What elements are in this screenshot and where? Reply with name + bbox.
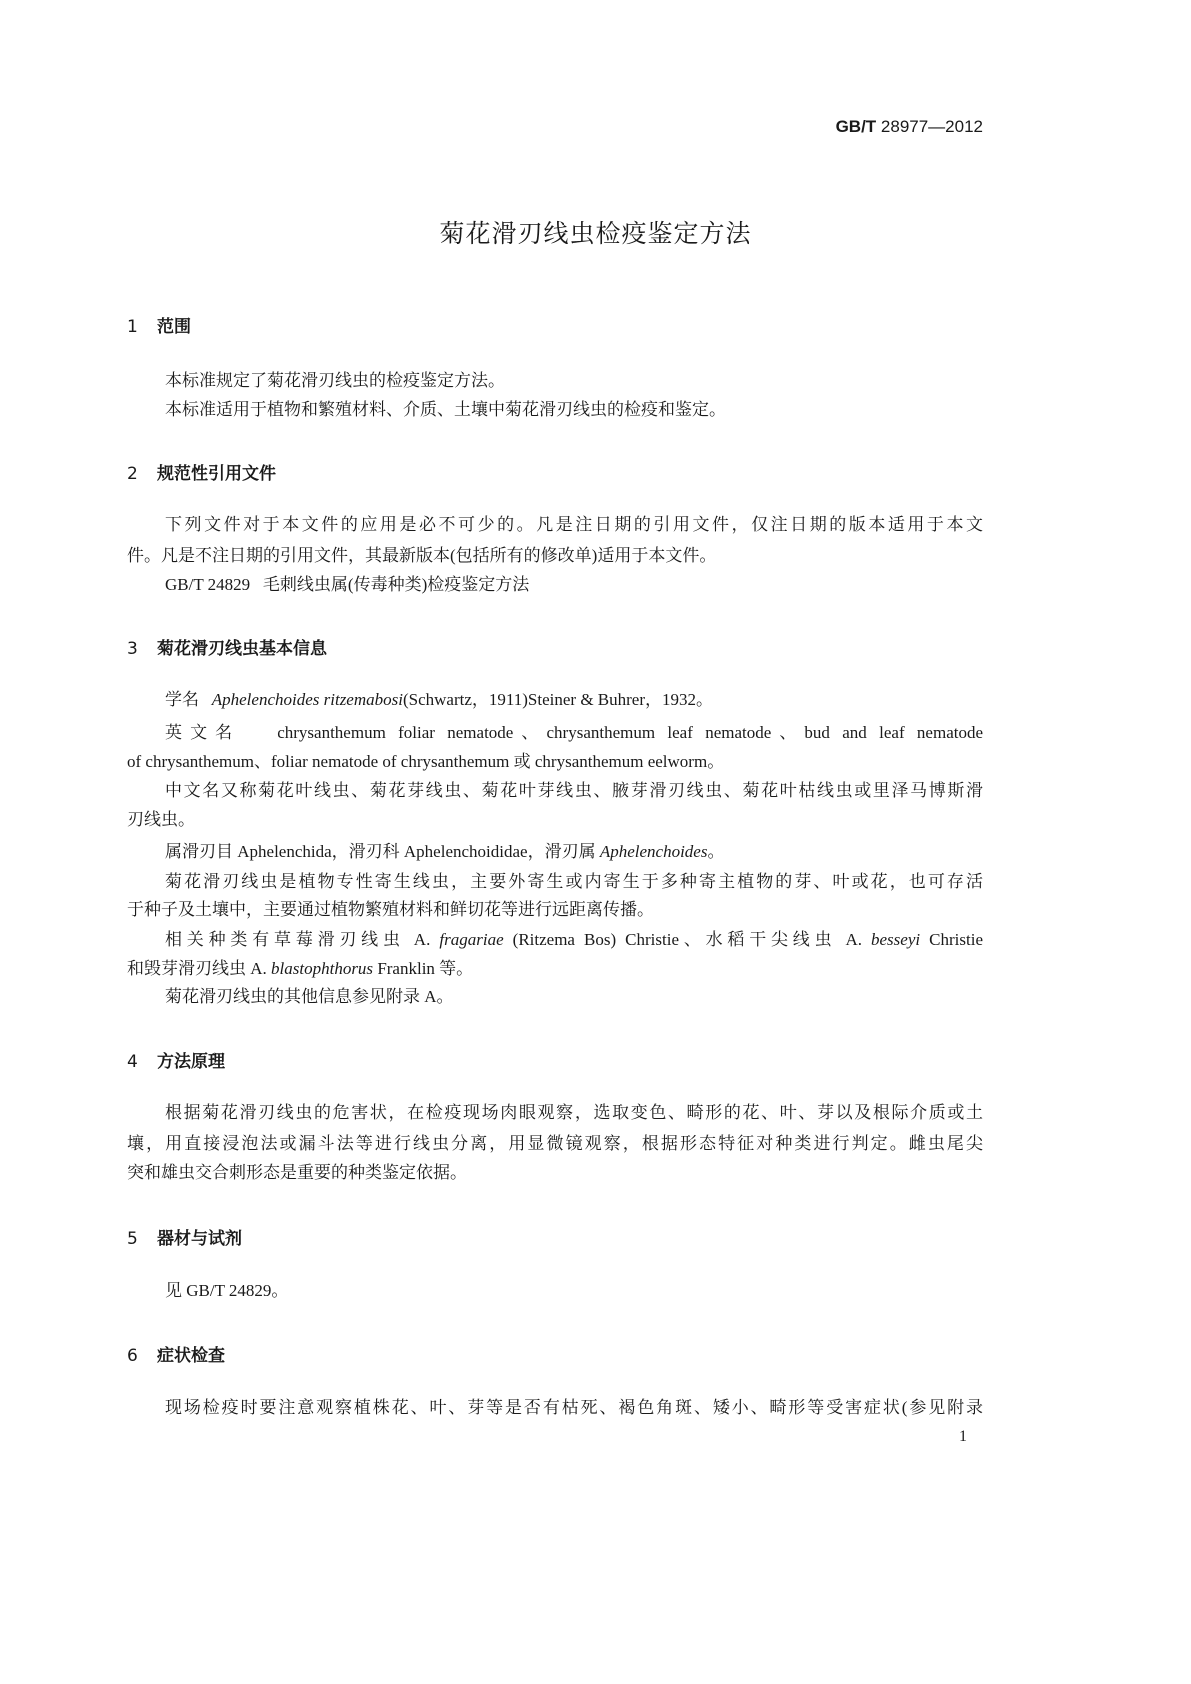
section-heading-1: 1 范围 xyxy=(127,317,191,337)
paragraph-line: 壤，用直接浸泡法或漏斗法等进行线虫分离，用显微镜观察，根据形态特征对种类进行判定。雌虫尾尖 xyxy=(127,1134,983,1153)
document-title: 菊花滑刃线虫检疫鉴定方法 xyxy=(439,219,752,248)
english-name-line: 英文名 chrysanthemum foliar nematode、chrysanthemum leaf nematode、bud and leaf nematode xyxy=(165,723,984,742)
related-species-line: 相关种类有草莓滑刃线虫 A. fragariae (Ritzema Bos) Christie、水稻干尖线虫 A. besseyi Christie xyxy=(165,930,983,949)
paragraph-line: 突和雄虫交合刺形态是重要的种类鉴定依据。 xyxy=(127,1163,467,1182)
taxonomy-line: 属滑刃目 Aphelenchida，滑刃科 Aphelenchoididae，滑刃属 Aphelenchoides。 xyxy=(165,842,725,861)
paragraph-line: 本标准适用于植物和繁殖材料、介质、土壤中菊花滑刃线虫的检疫和鉴定。 xyxy=(165,400,726,419)
scientific-name-line: 学名 Aphelenchoides ritzemabosi(Schwartz，1911)Steiner & Buhrer，1932。 xyxy=(165,690,713,709)
section-heading-6: 6 症状检查 xyxy=(127,1346,225,1366)
related-species-line: 和毁芽滑刃线虫 A. blastophthorus Franklin 等。 xyxy=(127,959,474,978)
standard-number: GB/T 28977—2012 xyxy=(835,117,983,136)
paragraph-line: 本标准规定了菊花滑刃线虫的检疫鉴定方法。 xyxy=(165,371,505,390)
paragraph-line: 现场检疫时要注意观察植株花、叶、芽等是否有枯死、褐色角斑、矮小、畸形等受害症状(参见附录 xyxy=(165,1398,983,1417)
paragraph-line: 件。凡是不注日期的引用文件，其最新版本(包括所有的修改单)适用于本文件。 xyxy=(127,546,717,565)
paragraph-line: 下列文件对于本文件的应用是必不可少的。凡是注日期的引用文件，仅注日期的版本适用于本文 xyxy=(165,515,983,534)
paragraph-line: 根据菊花滑刃线虫的危害状，在检疫现场肉眼观察，选取变色、畸形的花、叶、芽以及根际介质或土 xyxy=(165,1103,983,1122)
page-number: 1 xyxy=(959,1428,967,1445)
paragraph-line: 见 GB/T 24829。 xyxy=(165,1281,289,1300)
section-heading-2: 2 规范性引用文件 xyxy=(127,464,276,484)
paragraph-line: of chrysanthemum、foliar nematode of chrysanthemum 或 chrysanthemum eelworm。 xyxy=(127,752,725,771)
paragraph-line: 刃线虫。 xyxy=(127,810,195,829)
section-heading-4: 4 方法原理 xyxy=(127,1052,225,1072)
paragraph-line: 菊花滑刃线虫是植物专性寄生线虫，主要外寄生或内寄生于多种寄主植物的芽、叶或花，也可存活 xyxy=(165,872,983,891)
section-heading-5: 5 器材与试剂 xyxy=(127,1229,242,1249)
paragraph-line: 中文名又称菊花叶线虫、菊花芽线虫、菊花叶芽线虫、腋芽滑刃线虫、菊花叶枯线虫或里泽马博斯滑 xyxy=(165,781,983,800)
paragraph-line: 于种子及土壤中，主要通过植物繁殖材料和鲜切花等进行远距离传播。 xyxy=(127,900,654,919)
section-heading-3: 3 菊花滑刃线虫基本信息 xyxy=(127,639,327,659)
normative-reference: GB/T 24829 毛刺线虫属(传毒种类)检疫鉴定方法 xyxy=(165,575,530,594)
paragraph-line: 菊花滑刃线虫的其他信息参见附录 A。 xyxy=(165,987,454,1006)
